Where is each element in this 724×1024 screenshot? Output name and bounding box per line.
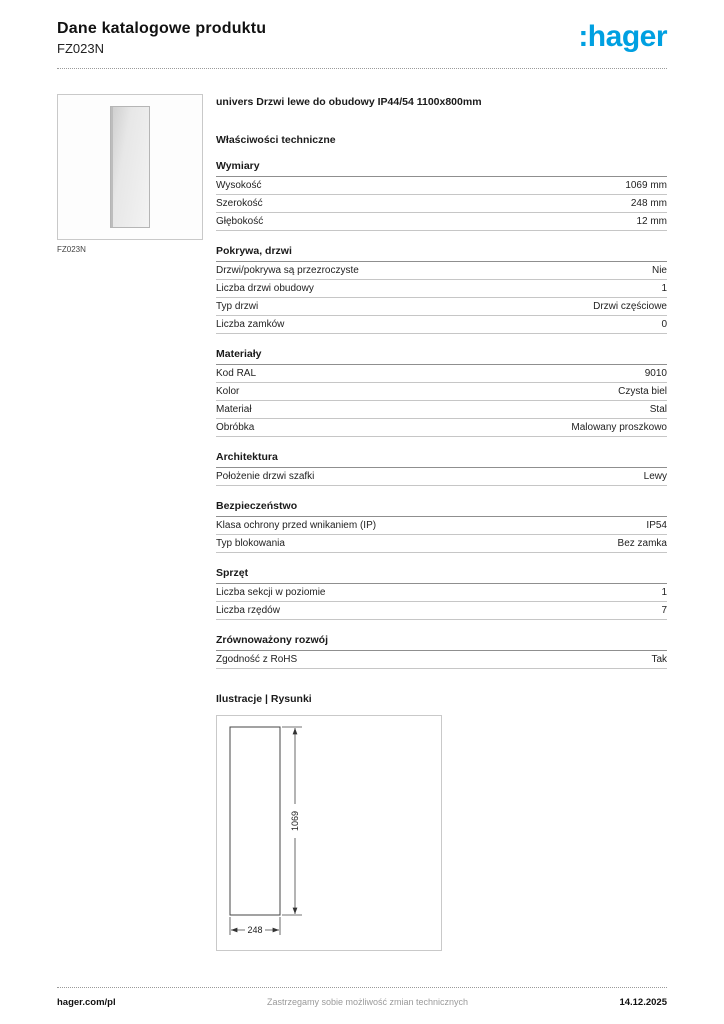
spec-sections [216, 157, 667, 669]
footer-url[interactable]: hager.com/pl [57, 997, 116, 1008]
spec-label: Liczba drzwi obudowy [216, 283, 314, 294]
door-photo [110, 106, 150, 228]
spec-value: Lewy [643, 471, 667, 482]
spec-row [216, 195, 667, 213]
spec-row [216, 383, 667, 401]
spec-value: 1 [661, 587, 667, 598]
spec-row [216, 651, 667, 669]
spec-value: Czysta biel [618, 386, 667, 397]
spec-section-title: Wymiary [216, 157, 667, 177]
spec-row [216, 535, 667, 553]
spec-row [216, 177, 667, 195]
spec-section [216, 564, 667, 620]
properties-heading: Właściwości techniczne [216, 134, 336, 146]
spec-label: Obróbka [216, 422, 255, 433]
spec-label: Materiał [216, 404, 252, 415]
spec-row [216, 401, 667, 419]
footer-divider [57, 987, 667, 988]
width-dimension-label: 248 [247, 925, 263, 935]
header-titles [57, 20, 266, 56]
spec-section [216, 345, 667, 437]
spec-value: 7 [661, 605, 667, 616]
spec-section [216, 631, 667, 669]
spec-row [216, 316, 667, 334]
spec-section [216, 497, 667, 553]
spec-row [216, 584, 667, 602]
spec-label: Klasa ochrony przed wnikaniem (IP) [216, 520, 377, 531]
spec-section-title: Zrównoważony rozwój [216, 631, 667, 651]
door-outline [230, 727, 280, 915]
spec-label: Typ drzwi [216, 301, 259, 312]
page-title: Dane katalogowe produktu [57, 20, 267, 37]
spec-label: Wysokość [216, 180, 262, 191]
spec-row [216, 602, 667, 620]
footer-date: 14.12.2025 [619, 997, 667, 1008]
left-column [57, 94, 203, 951]
spec-row [216, 262, 667, 280]
spec-section-title: Sprzęt [216, 564, 667, 584]
spec-value: Stal [649, 404, 667, 415]
product-code: FZ023N [57, 41, 104, 56]
spec-row [216, 213, 667, 231]
spec-label: Głębokość [216, 216, 264, 227]
spec-value: Malowany proszkowo [571, 422, 667, 433]
height-dimension-label: 1069 [290, 810, 300, 832]
spec-row [216, 419, 667, 437]
spec-value: 12 mm [636, 216, 667, 227]
footer [57, 987, 667, 1008]
spec-value: Drzwi częściowe [593, 301, 667, 312]
spec-value: Bez zamka [617, 538, 667, 549]
spec-row [216, 365, 667, 383]
footer-disclaimer: Zastrzegamy sobie możliwość zmian technicznych [266, 997, 469, 1007]
spec-value: Tak [651, 654, 667, 665]
spec-value: 0 [661, 319, 667, 330]
spec-section-title: Architektura [216, 448, 667, 468]
product-name: univers Drzwi lewe do obudowy IP44/54 1100x800mm [216, 96, 482, 108]
spec-label: Liczba zamków [216, 319, 285, 330]
spec-row [216, 517, 667, 535]
illustrations-heading: Ilustracje | Rysunki [216, 693, 312, 705]
hager-logo: :hager [578, 20, 667, 53]
spec-value: 1069 mm [625, 180, 667, 191]
spec-section-title: Bezpieczeństwo [216, 497, 667, 517]
spec-label: Położenie drzwi szafki [216, 471, 315, 482]
spec-value: 9010 [644, 368, 667, 379]
spec-section [216, 448, 667, 486]
spec-label: Liczba sekcji w poziomie [216, 587, 326, 598]
spec-row [216, 280, 667, 298]
dimension-drawing [224, 723, 436, 943]
spec-label: Liczba rzędów [216, 605, 280, 616]
spec-value: IP54 [646, 520, 667, 531]
spec-value: Nie [651, 265, 667, 276]
spec-section-title: Materiały [216, 345, 667, 365]
spec-section [216, 242, 667, 334]
spec-label: Kolor [216, 386, 240, 397]
main-column [216, 94, 667, 951]
technical-drawing [216, 715, 442, 951]
header [0, 0, 724, 56]
content [0, 69, 724, 951]
spec-row [216, 298, 667, 316]
spec-value: 248 mm [630, 198, 667, 209]
spec-section-title: Pokrywa, drzwi [216, 242, 667, 262]
spec-row [216, 468, 667, 486]
footer-row [57, 997, 667, 1008]
product-image [57, 94, 203, 240]
spec-section [216, 157, 667, 231]
spec-label: Typ blokowania [216, 538, 285, 549]
spec-value: 1 [661, 283, 667, 294]
spec-label: Zgodność z RoHS [216, 654, 298, 665]
spec-label: Drzwi/pokrywa są przezroczyste [216, 265, 359, 276]
spec-label: Kod RAL [216, 368, 257, 379]
spec-label: Szerokość [216, 198, 263, 209]
product-image-caption: FZ023N [57, 245, 86, 254]
